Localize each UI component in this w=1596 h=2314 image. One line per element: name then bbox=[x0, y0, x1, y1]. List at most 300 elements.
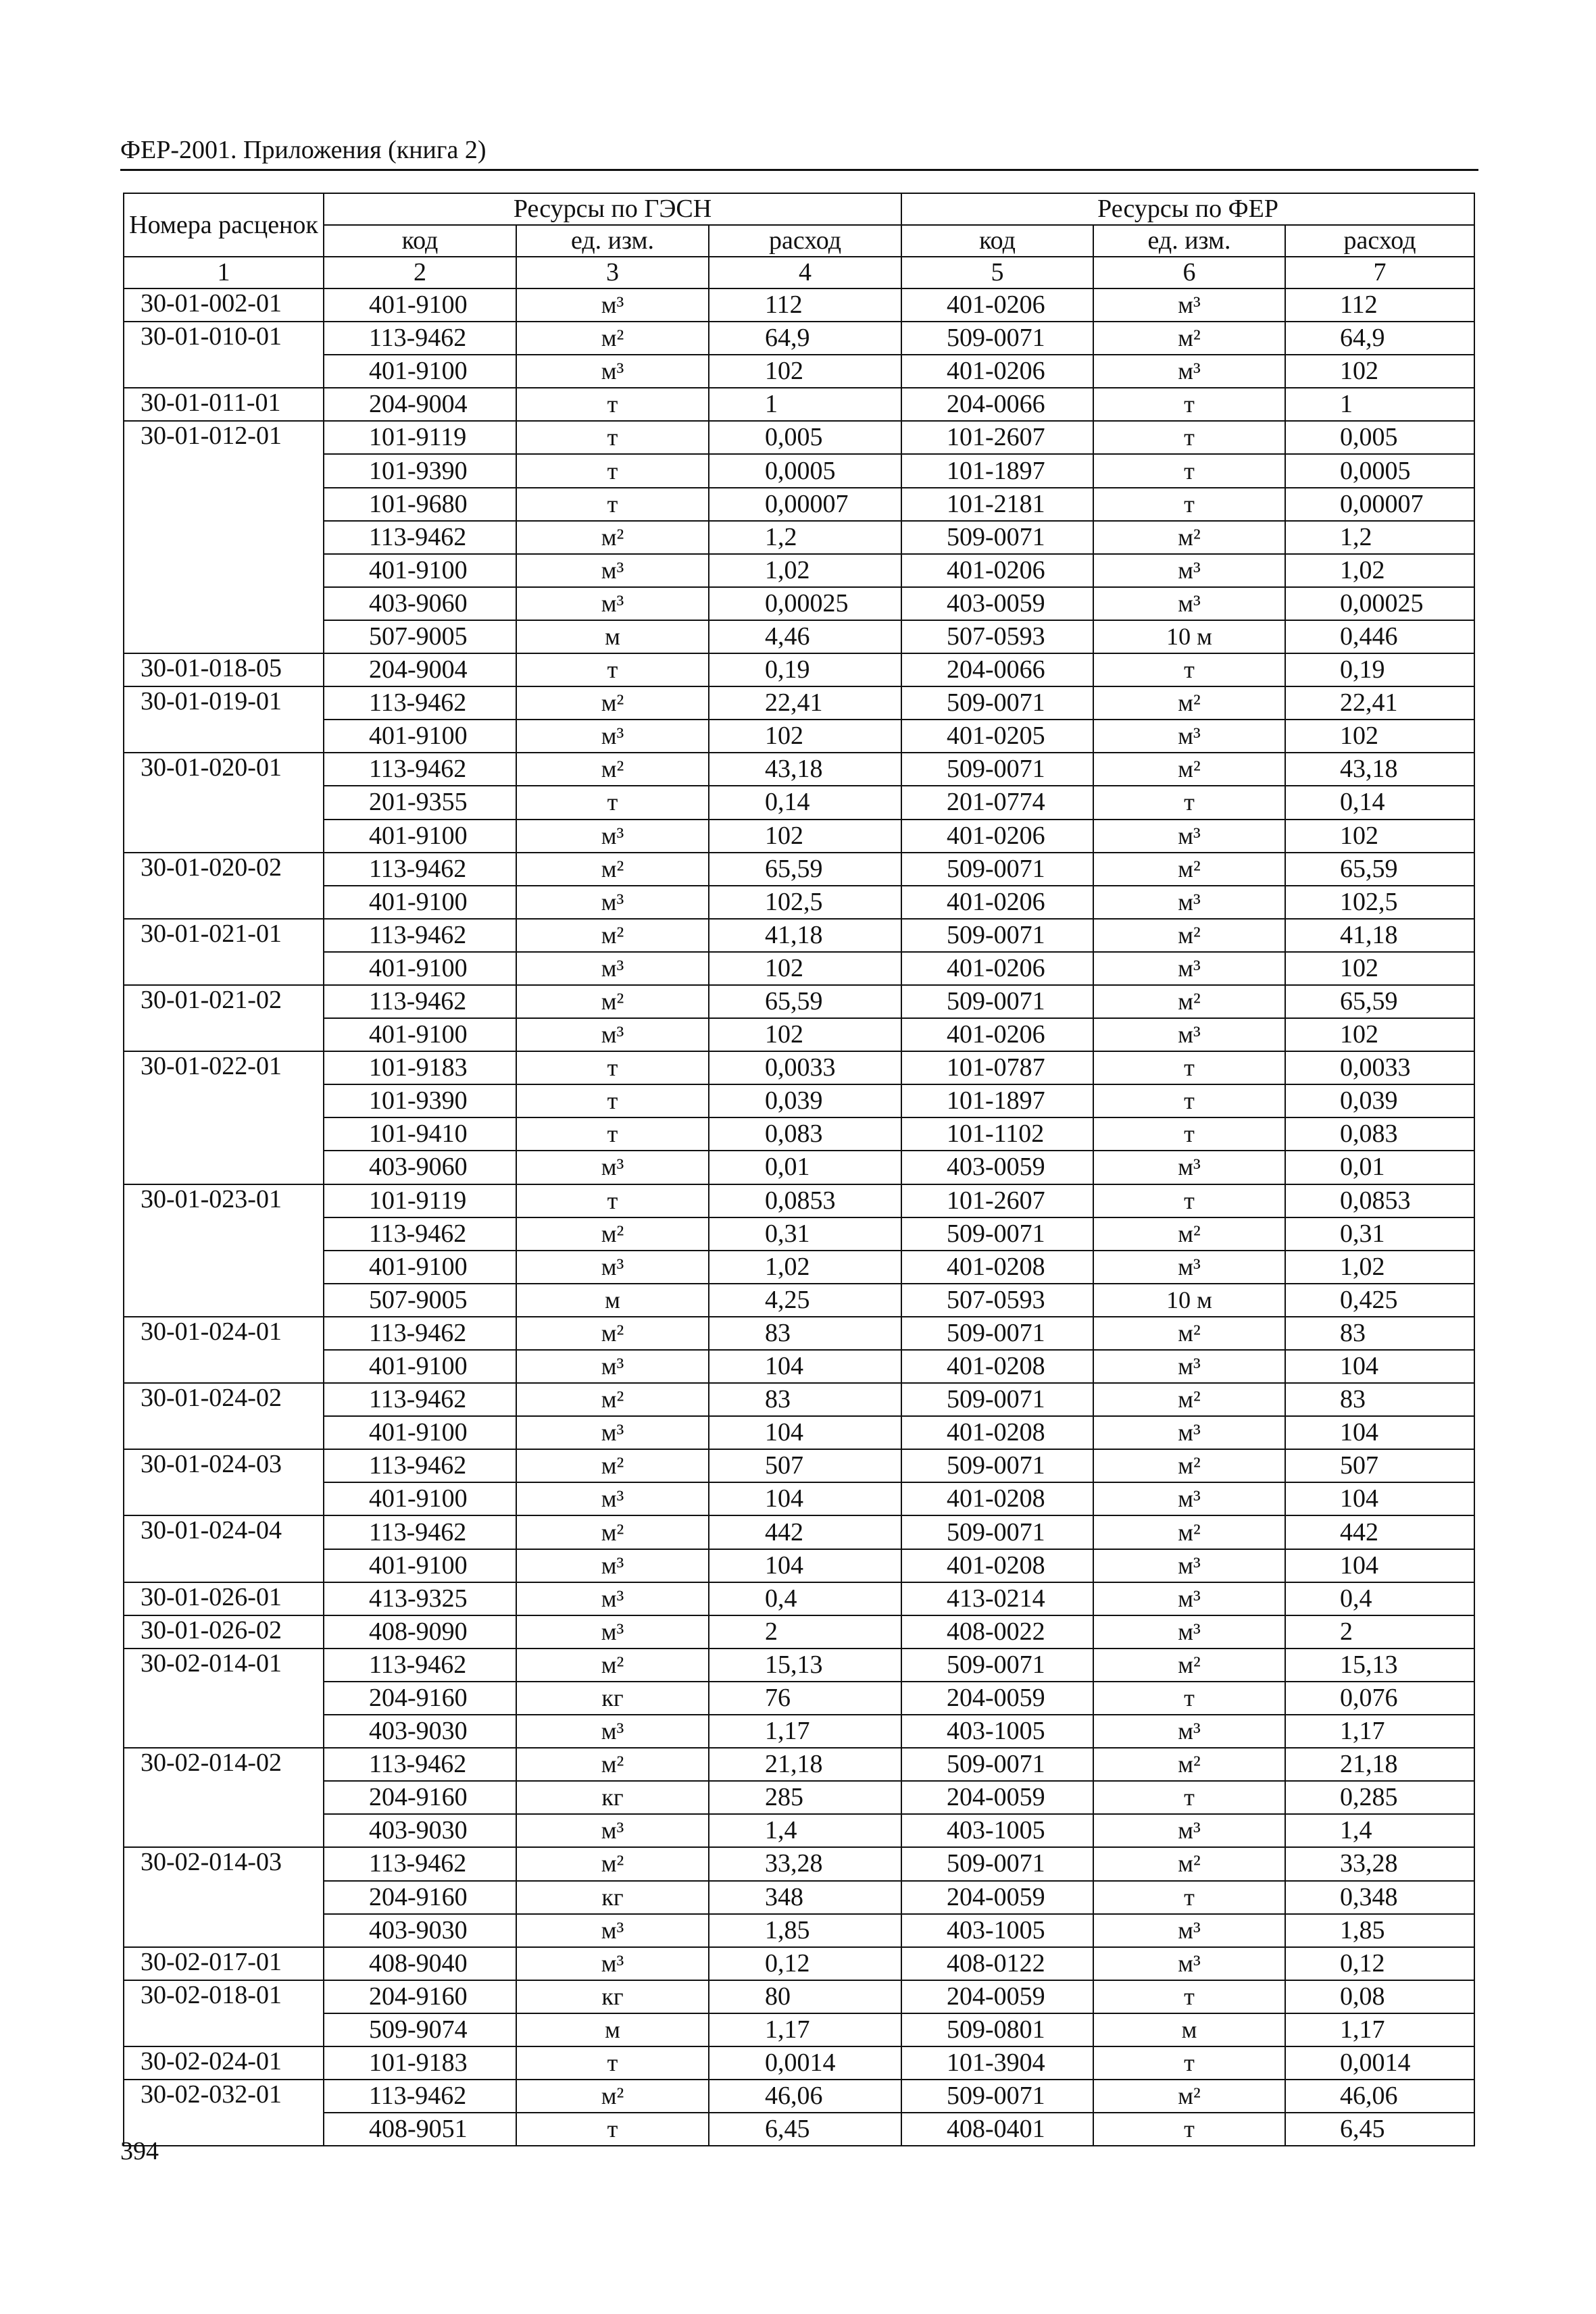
rate-number: 30-01-023-01 bbox=[124, 1184, 324, 1317]
fer-code: 401-0206 bbox=[901, 355, 1093, 388]
table-row bbox=[124, 322, 1474, 355]
fer-unit: м³ bbox=[1093, 1482, 1285, 1515]
gesn-unit: м³ bbox=[516, 1482, 709, 1515]
gesn-unit: м² bbox=[516, 1847, 709, 1880]
fer-code: 101-0787 bbox=[901, 1051, 1093, 1084]
fer-unit: т bbox=[1093, 388, 1285, 421]
rate-number: 30-01-022-01 bbox=[124, 1051, 324, 1184]
fer-code: 509-0071 bbox=[901, 1748, 1093, 1781]
rate-number: 30-01-020-01 bbox=[124, 753, 324, 852]
gesn-code: 101-9390 bbox=[324, 1084, 516, 1117]
fer-code: 401-0206 bbox=[901, 820, 1093, 853]
gesn-qty: 0,005 bbox=[709, 421, 901, 454]
fer-unit: м³ bbox=[1093, 1814, 1285, 1847]
gesn-unit: т bbox=[516, 421, 709, 454]
col-number: 4 bbox=[709, 257, 901, 288]
gesn-qty: 0,12 bbox=[709, 1947, 901, 1980]
fer-unit: м³ bbox=[1093, 1715, 1285, 1748]
gesn-qty: 41,18 bbox=[709, 919, 901, 952]
gesn-unit: м² bbox=[516, 322, 709, 355]
gesn-code: 403-9030 bbox=[324, 1914, 516, 1947]
gesn-code: 204-9004 bbox=[324, 653, 516, 686]
fer-qty: 104 bbox=[1285, 1549, 1474, 1582]
fer-code: 403-0059 bbox=[901, 587, 1093, 620]
rate-number: 30-02-024-01 bbox=[124, 2046, 324, 2080]
fer-code: 509-0801 bbox=[901, 2013, 1093, 2046]
fer-unit: м³ bbox=[1093, 1615, 1285, 1649]
gesn-qty: 43,18 bbox=[709, 753, 901, 786]
fer-qty: 0,0033 bbox=[1285, 1051, 1474, 1084]
gesn-qty: 83 bbox=[709, 1383, 901, 1416]
fer-qty: 1,4 bbox=[1285, 1814, 1474, 1847]
gesn-code: 401-9100 bbox=[324, 1350, 516, 1383]
fer-qty: 0,083 bbox=[1285, 1117, 1474, 1151]
fer-unit: т bbox=[1093, 653, 1285, 686]
fer-code: 509-0071 bbox=[901, 1383, 1093, 1416]
fer-unit: т bbox=[1093, 2046, 1285, 2080]
table-row bbox=[124, 853, 1474, 886]
fer-code: 403-1005 bbox=[901, 1814, 1093, 1847]
fer-unit: м³ bbox=[1093, 820, 1285, 853]
fer-qty: 46,06 bbox=[1285, 2080, 1474, 2113]
fer-unit: м³ bbox=[1093, 886, 1285, 919]
fer-qty: 104 bbox=[1285, 1416, 1474, 1449]
fer-unit: м² bbox=[1093, 1748, 1285, 1781]
gesn-unit: кг bbox=[516, 1781, 709, 1814]
fer-unit: м² bbox=[1093, 2080, 1285, 2113]
table-row bbox=[124, 1117, 1474, 1151]
fer-qty: 0,14 bbox=[1285, 786, 1474, 819]
gesn-code: 113-9462 bbox=[324, 521, 516, 554]
table-row bbox=[124, 653, 1474, 686]
gesn-unit: м bbox=[516, 620, 709, 653]
header-rule bbox=[120, 169, 1478, 171]
gesn-code: 401-9100 bbox=[324, 1018, 516, 1051]
gesn-unit: т bbox=[516, 786, 709, 819]
table-row bbox=[124, 886, 1474, 919]
table-row bbox=[124, 1084, 1474, 1117]
table-row bbox=[124, 1018, 1474, 1051]
rate-number: 30-01-002-01 bbox=[124, 288, 324, 322]
fer-code: 509-0071 bbox=[901, 1847, 1093, 1880]
header-gesn: Ресурсы по ГЭСН bbox=[324, 193, 901, 225]
rate-number: 30-01-026-02 bbox=[124, 1615, 324, 1649]
fer-code: 204-0066 bbox=[901, 388, 1093, 421]
fer-unit: т bbox=[1093, 421, 1285, 454]
table-row bbox=[124, 952, 1474, 985]
gesn-unit: м³ bbox=[516, 886, 709, 919]
table-row bbox=[124, 2080, 1474, 2113]
table-row bbox=[124, 1914, 1474, 1947]
gesn-qty: 46,06 bbox=[709, 2080, 901, 2113]
fer-code: 101-1897 bbox=[901, 454, 1093, 487]
gesn-qty: 112 bbox=[709, 288, 901, 322]
fer-code: 101-1102 bbox=[901, 1117, 1093, 1151]
header-fer-unit: ед. изм. bbox=[1093, 225, 1285, 257]
fer-unit: м³ bbox=[1093, 720, 1285, 753]
table-row bbox=[124, 1251, 1474, 1284]
gesn-unit: т bbox=[516, 454, 709, 487]
gesn-unit: м² bbox=[516, 985, 709, 1018]
fer-qty: 2 bbox=[1285, 1615, 1474, 1649]
fer-code: 408-0401 bbox=[901, 2113, 1093, 2146]
gesn-unit: м² bbox=[516, 1217, 709, 1251]
fer-qty: 102 bbox=[1285, 1018, 1474, 1051]
fer-qty: 1 bbox=[1285, 388, 1474, 421]
fer-unit: м² bbox=[1093, 1847, 1285, 1880]
rate-number: 30-01-018-05 bbox=[124, 653, 324, 686]
gesn-qty: 80 bbox=[709, 1980, 901, 2013]
gesn-unit: м³ bbox=[516, 1350, 709, 1383]
table-row bbox=[124, 388, 1474, 421]
header-gesn-code: код bbox=[324, 225, 516, 257]
gesn-unit: м² bbox=[516, 1449, 709, 1482]
fer-qty: 1,85 bbox=[1285, 1914, 1474, 1947]
gesn-unit: т bbox=[516, 1184, 709, 1217]
gesn-unit: т bbox=[516, 1084, 709, 1117]
table-row bbox=[124, 1682, 1474, 1715]
gesn-code: 401-9100 bbox=[324, 820, 516, 853]
gesn-unit: м³ bbox=[516, 720, 709, 753]
fer-code: 509-0071 bbox=[901, 853, 1093, 886]
header-rates: Номера расценок bbox=[124, 193, 324, 257]
fer-unit: м³ bbox=[1093, 1947, 1285, 1980]
gesn-code: 101-9183 bbox=[324, 2046, 516, 2080]
fer-code: 204-0059 bbox=[901, 1980, 1093, 2013]
gesn-qty: 4,25 bbox=[709, 1284, 901, 1317]
fer-qty: 15,13 bbox=[1285, 1649, 1474, 1682]
rate-number: 30-01-021-01 bbox=[124, 919, 324, 985]
rate-number: 30-01-010-01 bbox=[124, 322, 324, 388]
gesn-code: 201-9355 bbox=[324, 786, 516, 819]
gesn-qty: 1 bbox=[709, 388, 901, 421]
gesn-qty: 104 bbox=[709, 1549, 901, 1582]
gesn-unit: м² bbox=[516, 853, 709, 886]
fer-qty: 102 bbox=[1285, 820, 1474, 853]
gesn-qty: 76 bbox=[709, 1682, 901, 1715]
fer-unit: т bbox=[1093, 1881, 1285, 1914]
fer-qty: 0,446 bbox=[1285, 620, 1474, 653]
fer-unit: 10 м bbox=[1093, 620, 1285, 653]
fer-qty: 64,9 bbox=[1285, 322, 1474, 355]
gesn-unit: м² bbox=[516, 521, 709, 554]
gesn-code: 408-9040 bbox=[324, 1947, 516, 1980]
fer-qty: 507 bbox=[1285, 1449, 1474, 1482]
gesn-code: 507-9005 bbox=[324, 1284, 516, 1317]
col-number: 3 bbox=[516, 257, 709, 288]
fer-code: 401-0206 bbox=[901, 288, 1093, 322]
fer-code: 101-2607 bbox=[901, 421, 1093, 454]
gesn-unit: м² bbox=[516, 753, 709, 786]
fer-code: 101-1897 bbox=[901, 1084, 1093, 1117]
fer-qty: 65,59 bbox=[1285, 853, 1474, 886]
gesn-unit: м³ bbox=[516, 554, 709, 587]
fer-code: 413-0214 bbox=[901, 1582, 1093, 1615]
rate-number: 30-02-032-01 bbox=[124, 2080, 324, 2146]
col-number: 1 bbox=[124, 257, 324, 288]
col-number: 6 bbox=[1093, 257, 1285, 288]
fer-code: 507-0593 bbox=[901, 620, 1093, 653]
gesn-qty: 1,02 bbox=[709, 554, 901, 587]
gesn-code: 101-9680 bbox=[324, 488, 516, 521]
gesn-qty: 0,4 bbox=[709, 1582, 901, 1615]
fer-code: 204-0066 bbox=[901, 653, 1093, 686]
fer-code: 401-0208 bbox=[901, 1251, 1093, 1284]
rate-number: 30-01-024-02 bbox=[124, 1383, 324, 1449]
fer-qty: 0,285 bbox=[1285, 1781, 1474, 1814]
rate-number: 30-01-021-02 bbox=[124, 985, 324, 1051]
fer-unit: м² bbox=[1093, 1449, 1285, 1482]
rate-number: 30-02-014-01 bbox=[124, 1649, 324, 1748]
gesn-unit: м³ bbox=[516, 820, 709, 853]
fer-code: 403-0059 bbox=[901, 1151, 1093, 1184]
gesn-code: 408-9051 bbox=[324, 2113, 516, 2146]
gesn-qty: 65,59 bbox=[709, 985, 901, 1018]
fer-unit: т bbox=[1093, 1184, 1285, 1217]
fer-qty: 0,0005 bbox=[1285, 454, 1474, 487]
gesn-qty: 102 bbox=[709, 1018, 901, 1051]
table-row bbox=[124, 1881, 1474, 1914]
rate-number: 30-01-024-03 bbox=[124, 1449, 324, 1515]
table-row bbox=[124, 1582, 1474, 1615]
fer-unit: м³ bbox=[1093, 355, 1285, 388]
fer-code: 408-0022 bbox=[901, 1615, 1093, 1649]
gesn-qty: 285 bbox=[709, 1781, 901, 1814]
table-row bbox=[124, 288, 1474, 322]
gesn-code: 401-9100 bbox=[324, 1482, 516, 1515]
fer-unit: м³ bbox=[1093, 952, 1285, 985]
gesn-code: 101-9119 bbox=[324, 1184, 516, 1217]
fer-qty: 102 bbox=[1285, 355, 1474, 388]
gesn-unit: м³ bbox=[516, 1715, 709, 1748]
gesn-unit: м² bbox=[516, 919, 709, 952]
rate-number: 30-01-019-01 bbox=[124, 686, 324, 753]
table-row bbox=[124, 454, 1474, 487]
gesn-qty: 1,2 bbox=[709, 521, 901, 554]
fer-qty: 112 bbox=[1285, 288, 1474, 322]
fer-code: 401-0208 bbox=[901, 1416, 1093, 1449]
gesn-qty: 22,41 bbox=[709, 686, 901, 720]
fer-unit: м² bbox=[1093, 1515, 1285, 1549]
fer-qty: 6,45 bbox=[1285, 2113, 1474, 2146]
gesn-code: 401-9100 bbox=[324, 355, 516, 388]
fer-unit: т bbox=[1093, 1980, 1285, 2013]
fer-code: 509-0071 bbox=[901, 1449, 1093, 1482]
fer-code: 509-0071 bbox=[901, 1649, 1093, 1682]
rate-number: 30-01-011-01 bbox=[124, 388, 324, 421]
gesn-qty: 2 bbox=[709, 1615, 901, 1649]
gesn-code: 401-9100 bbox=[324, 554, 516, 587]
gesn-code: 113-9462 bbox=[324, 1449, 516, 1482]
fer-code: 101-2607 bbox=[901, 1184, 1093, 1217]
fer-code: 204-0059 bbox=[901, 1881, 1093, 1914]
gesn-unit: кг bbox=[516, 1881, 709, 1914]
gesn-code: 403-9060 bbox=[324, 587, 516, 620]
fer-code: 509-0071 bbox=[901, 1317, 1093, 1350]
gesn-qty: 0,19 bbox=[709, 653, 901, 686]
fer-unit: м² bbox=[1093, 753, 1285, 786]
gesn-code: 101-9183 bbox=[324, 1051, 516, 1084]
gesn-qty: 0,0033 bbox=[709, 1051, 901, 1084]
gesn-qty: 1,17 bbox=[709, 2013, 901, 2046]
gesn-qty: 102 bbox=[709, 720, 901, 753]
fer-qty: 1,02 bbox=[1285, 554, 1474, 587]
gesn-code: 401-9100 bbox=[324, 1251, 516, 1284]
gesn-code: 401-9100 bbox=[324, 952, 516, 985]
gesn-code: 401-9100 bbox=[324, 1416, 516, 1449]
fer-unit: т bbox=[1093, 1084, 1285, 1117]
fer-unit: т bbox=[1093, 2113, 1285, 2146]
fer-unit: м³ bbox=[1093, 1018, 1285, 1051]
gesn-code: 204-9160 bbox=[324, 1682, 516, 1715]
table-row bbox=[124, 1980, 1474, 2013]
fer-unit: м² bbox=[1093, 1649, 1285, 1682]
fer-code: 401-0208 bbox=[901, 1350, 1093, 1383]
gesn-qty: 0,00025 bbox=[709, 587, 901, 620]
rate-number: 30-02-014-02 bbox=[124, 1748, 324, 1847]
gesn-code: 401-9100 bbox=[324, 288, 516, 322]
gesn-unit: м³ bbox=[516, 952, 709, 985]
gesn-code: 413-9325 bbox=[324, 1582, 516, 1615]
fer-qty: 0,039 bbox=[1285, 1084, 1474, 1117]
fer-qty: 442 bbox=[1285, 1515, 1474, 1549]
resources-table bbox=[123, 193, 1475, 2146]
fer-qty: 83 bbox=[1285, 1383, 1474, 1416]
fer-code: 401-0206 bbox=[901, 554, 1093, 587]
gesn-unit: т bbox=[516, 1117, 709, 1151]
table-row bbox=[124, 2113, 1474, 2146]
table-row bbox=[124, 1151, 1474, 1184]
fer-unit: м² bbox=[1093, 1383, 1285, 1416]
fer-qty: 104 bbox=[1285, 1350, 1474, 1383]
fer-code: 204-0059 bbox=[901, 1682, 1093, 1715]
table-row bbox=[124, 1715, 1474, 1748]
table-row bbox=[124, 1847, 1474, 1880]
fer-qty: 1,17 bbox=[1285, 1715, 1474, 1748]
fer-code: 509-0071 bbox=[901, 985, 1093, 1018]
fer-qty: 1,17 bbox=[1285, 2013, 1474, 2046]
gesn-code: 401-9100 bbox=[324, 720, 516, 753]
gesn-qty: 442 bbox=[709, 1515, 901, 1549]
gesn-code: 101-9119 bbox=[324, 421, 516, 454]
fer-unit: т bbox=[1093, 488, 1285, 521]
gesn-code: 403-9060 bbox=[324, 1151, 516, 1184]
gesn-code: 113-9462 bbox=[324, 1515, 516, 1549]
table-row bbox=[124, 488, 1474, 521]
gesn-unit: м³ bbox=[516, 1814, 709, 1847]
table-row bbox=[124, 521, 1474, 554]
gesn-qty: 0,083 bbox=[709, 1117, 901, 1151]
gesn-qty: 65,59 bbox=[709, 853, 901, 886]
table-row bbox=[124, 2013, 1474, 2046]
gesn-qty: 0,0014 bbox=[709, 2046, 901, 2080]
table-row bbox=[124, 753, 1474, 786]
fer-qty: 0,31 bbox=[1285, 1217, 1474, 1251]
col-number: 5 bbox=[901, 257, 1093, 288]
fer-unit: т bbox=[1093, 786, 1285, 819]
gesn-unit: т bbox=[516, 653, 709, 686]
gesn-code: 113-9462 bbox=[324, 919, 516, 952]
table-row bbox=[124, 1284, 1474, 1317]
table-row bbox=[124, 686, 1474, 720]
table-row bbox=[124, 1748, 1474, 1781]
gesn-qty: 83 bbox=[709, 1317, 901, 1350]
gesn-unit: м³ bbox=[516, 1151, 709, 1184]
gesn-code: 101-9390 bbox=[324, 454, 516, 487]
gesn-unit: м² bbox=[516, 686, 709, 720]
fer-unit: м² bbox=[1093, 322, 1285, 355]
fer-code: 408-0122 bbox=[901, 1947, 1093, 1980]
fer-unit: м² bbox=[1093, 1217, 1285, 1251]
table-row bbox=[124, 587, 1474, 620]
fer-unit: м³ bbox=[1093, 1350, 1285, 1383]
gesn-unit: м³ bbox=[516, 1549, 709, 1582]
fer-qty: 0,0014 bbox=[1285, 2046, 1474, 2080]
gesn-code: 403-9030 bbox=[324, 1715, 516, 1748]
fer-qty: 83 bbox=[1285, 1317, 1474, 1350]
col-number: 7 bbox=[1285, 257, 1474, 288]
gesn-unit: м² bbox=[516, 1748, 709, 1781]
gesn-code: 401-9100 bbox=[324, 886, 516, 919]
fer-code: 401-0208 bbox=[901, 1549, 1093, 1582]
header-gesn-qty: расход bbox=[709, 225, 901, 257]
gesn-qty: 1,02 bbox=[709, 1251, 901, 1284]
fer-code: 101-2181 bbox=[901, 488, 1093, 521]
table-row bbox=[124, 1781, 1474, 1814]
fer-qty: 43,18 bbox=[1285, 753, 1474, 786]
table-row bbox=[124, 1416, 1474, 1449]
fer-unit: м² bbox=[1093, 853, 1285, 886]
fer-code: 204-0059 bbox=[901, 1781, 1093, 1814]
table-row bbox=[124, 1449, 1474, 1482]
fer-code: 509-0071 bbox=[901, 753, 1093, 786]
fer-unit: т bbox=[1093, 1682, 1285, 1715]
table-row bbox=[124, 1184, 1474, 1217]
gesn-qty: 15,13 bbox=[709, 1649, 901, 1682]
fer-code: 509-0071 bbox=[901, 1217, 1093, 1251]
gesn-code: 113-9462 bbox=[324, 1649, 516, 1682]
rate-number: 30-02-014-03 bbox=[124, 1847, 324, 1946]
fer-unit: м³ bbox=[1093, 587, 1285, 620]
gesn-qty: 0,14 bbox=[709, 786, 901, 819]
fer-unit: м² bbox=[1093, 919, 1285, 952]
table-row bbox=[124, 355, 1474, 388]
fer-unit: м³ bbox=[1093, 1251, 1285, 1284]
rate-number: 30-01-020-02 bbox=[124, 853, 324, 919]
gesn-unit: м² bbox=[516, 1317, 709, 1350]
gesn-code: 113-9462 bbox=[324, 985, 516, 1018]
gesn-qty: 0,039 bbox=[709, 1084, 901, 1117]
gesn-unit: м² bbox=[516, 1515, 709, 1549]
gesn-code: 113-9462 bbox=[324, 753, 516, 786]
header-fer-qty: расход bbox=[1285, 225, 1474, 257]
gesn-qty: 104 bbox=[709, 1350, 901, 1383]
fer-unit: м² bbox=[1093, 985, 1285, 1018]
gesn-qty: 0,0005 bbox=[709, 454, 901, 487]
page-header: ФЕР-2001. Приложения (книга 2) bbox=[120, 136, 487, 164]
fer-unit: м³ bbox=[1093, 1416, 1285, 1449]
table-row bbox=[124, 919, 1474, 952]
fer-code: 509-0071 bbox=[901, 686, 1093, 720]
gesn-qty: 21,18 bbox=[709, 1748, 901, 1781]
fer-unit: т bbox=[1093, 1781, 1285, 1814]
table-row bbox=[124, 1350, 1474, 1383]
fer-unit: 10 м bbox=[1093, 1284, 1285, 1317]
fer-code: 509-0071 bbox=[901, 1515, 1093, 1549]
table-row bbox=[124, 1051, 1474, 1084]
gesn-code: 113-9462 bbox=[324, 1317, 516, 1350]
header-gesn-unit: ед. изм. bbox=[516, 225, 709, 257]
